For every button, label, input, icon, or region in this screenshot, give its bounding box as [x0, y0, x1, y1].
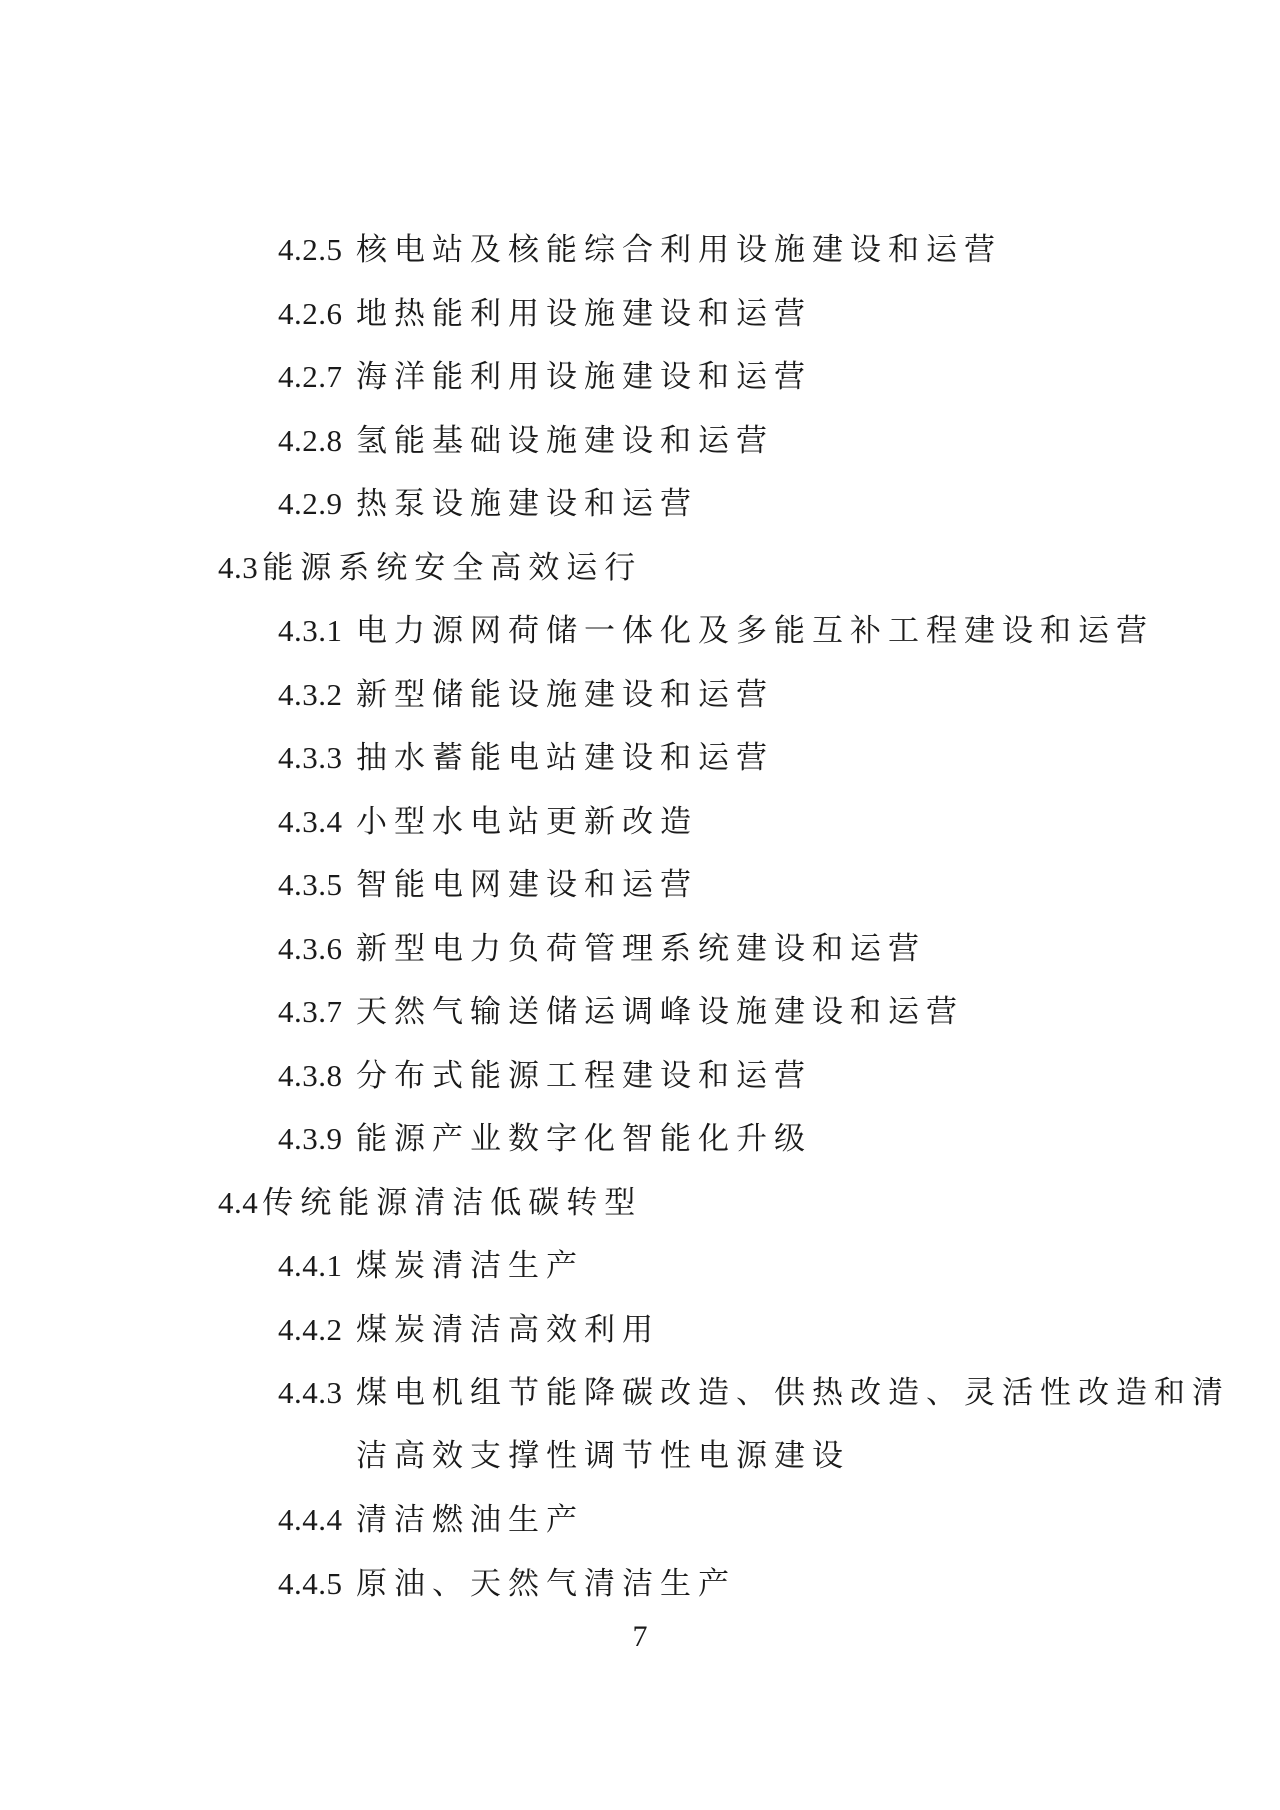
list-item-4-3-2 — [0, 663, 1280, 727]
list-item-4-4-3 — [0, 1361, 1280, 1425]
section-title: 能源系统安全高效运行 — [262, 549, 643, 586]
list-item-4-3-5 — [0, 853, 1280, 917]
item-text: 清洁燃油生产 — [356, 1502, 584, 1538]
list-item-4-3-7 — [0, 980, 1280, 1044]
item-text: 氢能基础设施建设和运营 — [356, 422, 774, 459]
section-heading-4-3 — [0, 536, 1280, 600]
item-text: 新型储能设施建设和运营 — [356, 676, 774, 713]
item-number: 4.3.6 — [278, 930, 343, 966]
item-text-continuation: 洁高效支撑性调节性电源建设 — [356, 1437, 850, 1474]
section-number: 4.4 — [218, 1184, 259, 1220]
item-text: 分布式能源工程建设和运营 — [356, 1057, 812, 1094]
list-item-4-4-3-continuation — [0, 1425, 1280, 1489]
list-item-4-2-8 — [0, 409, 1280, 473]
item-number: 4.4.1 — [278, 1248, 343, 1283]
page-number: 7 — [632, 1620, 648, 1653]
item-text: 热泵设施建设和运营 — [356, 486, 698, 522]
list-item-4-3-3 — [0, 726, 1280, 790]
list-item-4-2-9 — [0, 472, 1280, 536]
list-item-4-3-4 — [0, 790, 1280, 854]
item-number: 4.2.9 — [278, 486, 343, 521]
list-item-4-2-6 — [0, 282, 1280, 346]
list-item-4-3-1 — [0, 599, 1280, 663]
item-number: 4.4.4 — [278, 1502, 343, 1537]
list-item-4-3-9 — [0, 1107, 1280, 1171]
list-item-4-2-7 — [0, 345, 1280, 409]
item-text: 核电站及核能综合利用设施建设和运营 — [356, 232, 1002, 268]
item-number: 4.2.7 — [278, 359, 343, 394]
item-text: 煤炭清洁生产 — [356, 1248, 584, 1284]
item-number: 4.3.7 — [278, 994, 343, 1029]
item-number: 4.2.6 — [278, 295, 343, 331]
list-item-4-3-6 — [0, 917, 1280, 981]
item-text: 电力源网荷储一体化及多能互补工程建设和运营 — [356, 613, 1154, 649]
list-item-4-4-5 — [0, 1552, 1280, 1616]
item-text: 新型电力负荷管理系统建设和运营 — [356, 930, 926, 967]
item-number: 4.4.5 — [278, 1565, 343, 1601]
item-number: 4.2.8 — [278, 422, 343, 458]
section-heading-4-4 — [0, 1171, 1280, 1235]
item-number: 4.3.3 — [278, 740, 343, 775]
list-item-4-4-1 — [0, 1234, 1280, 1298]
item-number: 4.3.1 — [278, 613, 343, 648]
item-number: 4.3.5 — [278, 867, 343, 902]
item-number: 4.3.2 — [278, 676, 343, 712]
item-text: 煤炭清洁高效利用 — [356, 1311, 660, 1348]
list-item-4-3-8 — [0, 1044, 1280, 1108]
item-text: 小型水电站更新改造 — [356, 803, 698, 840]
list-item-4-4-4 — [0, 1488, 1280, 1552]
item-text: 天然气输送储运调峰设施建设和运营 — [356, 994, 964, 1030]
item-number: 4.4.2 — [278, 1311, 343, 1347]
item-text: 地热能利用设施建设和运营 — [356, 295, 812, 332]
item-text: 智能电网建设和运营 — [356, 867, 698, 903]
item-number: 4.2.5 — [278, 232, 343, 267]
item-text: 煤电机组节能降碳改造、供热改造、灵活性改造和清 — [356, 1375, 1230, 1411]
item-number: 4.3.9 — [278, 1121, 343, 1156]
item-number: 4.3.8 — [278, 1057, 343, 1093]
item-text: 抽水蓄能电站建设和运营 — [356, 740, 774, 776]
section-title: 传统能源清洁低碳转型 — [262, 1184, 643, 1221]
item-number: 4.3.4 — [278, 803, 343, 839]
item-text: 海洋能利用设施建设和运营 — [356, 359, 812, 395]
item-text: 能源产业数字化智能化升级 — [356, 1121, 812, 1157]
list-item-4-2-5 — [0, 218, 1280, 282]
section-number: 4.3 — [218, 549, 259, 585]
catalog-list — [0, 218, 1280, 1615]
item-number: 4.4.3 — [278, 1375, 343, 1410]
list-item-4-4-2 — [0, 1298, 1280, 1362]
item-text: 原油、天然气清洁生产 — [356, 1565, 736, 1602]
